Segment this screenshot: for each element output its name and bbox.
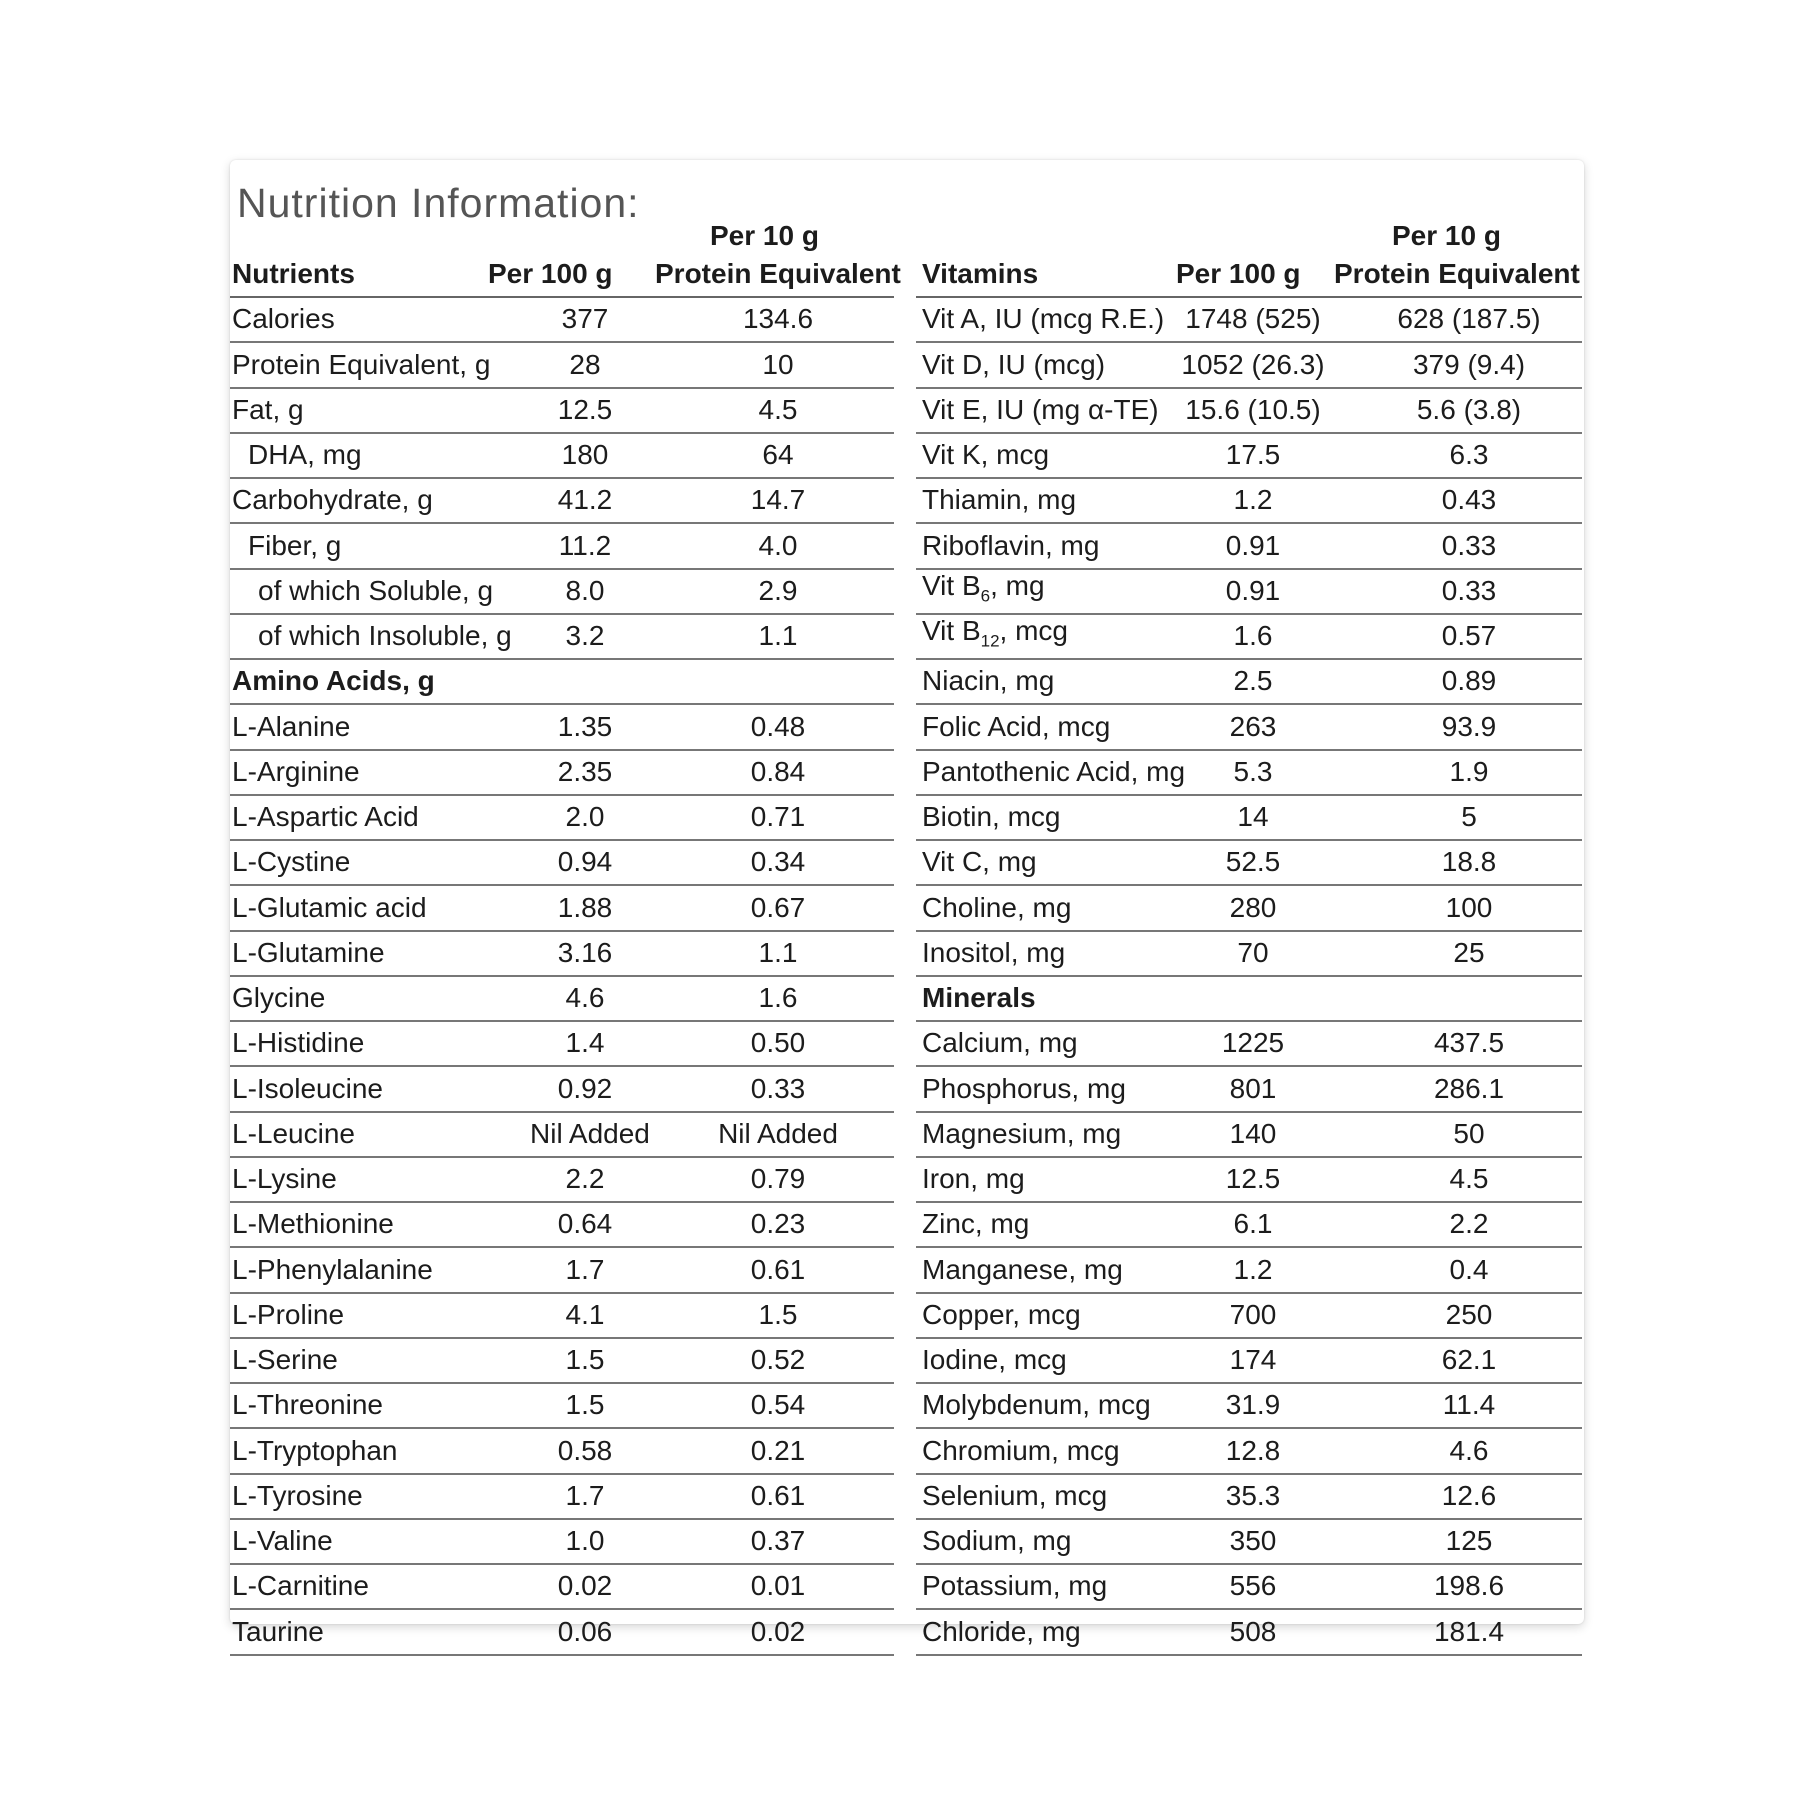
per-10g-value: 0.34 [750,846,806,878]
per-10g-value: 0.52 [750,1344,806,1375]
per-100g-value: 28 [569,348,601,380]
per-100g-value: 1.4 [565,1027,605,1059]
per-100g-value: 1748 (525) [1185,303,1321,335]
per-10g-value: Nil Added [718,1117,838,1149]
table-row [230,1565,894,1610]
per-10g-value: 0.89 [1441,665,1497,697]
per-100g-value: 3.16 [557,936,613,968]
per-100g-value: 1.35 [557,710,613,742]
table-row [916,1113,1582,1158]
row-label: L-Cystine [232,846,351,878]
table-row [230,1429,894,1474]
per-10g-value: 0.54 [750,1389,806,1421]
per-100g-value: 5.3 [1233,755,1273,787]
row-label: Fiber, g [248,529,342,561]
row-label: L-Leucine [232,1117,355,1149]
row-label: Iodine, mcg [922,1344,1067,1375]
per-10g-value: 5 [1461,801,1477,832]
per-100g-value: 1.6 [1233,620,1273,651]
per-100g-value: 41.2 [557,484,613,516]
table-row [916,660,1582,705]
table-row [916,389,1582,434]
per-100g-value: 140 [1229,1117,1277,1149]
per-10g-value: 4.5 [1449,1163,1489,1194]
per-100g-value: 52.5 [1225,846,1281,878]
per-10g-value: 437.5 [1433,1027,1505,1059]
per-10g-value: 0.01 [750,1570,806,1602]
per-10g-value: 64 [762,439,794,470]
header-per-100g: Per 100 g [488,258,613,289]
per-10g-value: 2.9 [758,574,798,606]
table-row [916,1384,1582,1429]
per-10g-value: 628 (187.5) [1397,303,1541,335]
row-label: Zinc, mg [922,1208,1030,1240]
nutrients-table-body [230,298,894,1656]
vitamins-table-header [916,216,1582,298]
per-10g-value: 1.1 [758,620,798,651]
per-10g-value: 11.4 [1442,1389,1496,1421]
table-row [230,1203,894,1248]
nutrients-table [230,216,901,1656]
per-10g-value: 1.9 [1449,755,1489,787]
row-label: L-Isoleucine [232,1072,383,1104]
per-10g-value: 4.6 [1449,1434,1489,1466]
row-label: L-Phenylalanine [232,1253,433,1285]
per-10g-value: 4.5 [758,393,798,425]
per-100g-value: 35.3 [1225,1479,1281,1511]
per-10g-value: 181.4 [1433,1615,1505,1647]
table-row [916,1067,1582,1112]
table-row [916,841,1582,886]
per-100g-value: 1.2 [1233,1253,1273,1285]
per-100g-value: 350 [1229,1525,1277,1556]
per-10g-value: 198.6 [1433,1570,1505,1602]
row-label: Vit E, IU (mg α-TE) [922,393,1159,425]
per-10g-value: 134.6 [742,303,814,335]
per-100g-value: 1052 (26.3) [1181,348,1325,380]
row-label: Glycine [232,982,326,1013]
header-protein-equivalent: Protein Equivalent [1334,258,1580,289]
per-10g-value: 1.6 [758,982,798,1013]
per-10g-value: 0.4 [1449,1253,1489,1285]
per-100g-value: 700 [1229,1298,1277,1330]
row-label: Taurine [232,1615,324,1647]
table-row [230,841,894,886]
table-row [230,1339,894,1384]
per-100g-value: 15.6 (10.5) [1185,393,1321,425]
per-10g-value: 10 [762,348,794,380]
per-10g-value: 100 [1445,891,1493,923]
row-label: Riboflavin, mg [922,529,1100,561]
per-10g-value: 0.43 [1441,484,1497,516]
row-label: Vit C, mg [922,846,1037,878]
per-10g-value: 4.0 [758,529,798,561]
row-label: Chloride, mg [922,1615,1081,1647]
per-100g-value: 11.2 [558,529,612,561]
per-10g-value: 0.61 [750,1253,806,1285]
vitamins-minerals-table [916,216,1582,1656]
table-row [916,1429,1582,1474]
table-row [916,1520,1582,1565]
table-row [230,1475,894,1520]
row-label: Vit A, IU (mcg R.E.) [922,303,1165,335]
per-100g-value: 180 [561,439,609,470]
per-100g-value: 1.88 [557,891,613,923]
table-row [230,298,894,343]
per-10g-value: 0.33 [1441,529,1497,561]
per-100g-value: 1225 [1221,1027,1285,1059]
per-100g-value: 4.6 [565,982,605,1013]
row-label: L-Valine [232,1525,333,1556]
per-10g-value: 0.37 [750,1525,806,1556]
row-label: L-Glutamic acid [232,891,427,923]
row-label: Biotin, mcg [922,801,1061,832]
row-label: Copper, mcg [922,1298,1081,1330]
table-row [230,1384,894,1429]
table-row [230,434,894,479]
table-row [916,1610,1582,1655]
per-10g-value: 14.7 [750,484,806,516]
per-100g-value: 0.06 [557,1615,613,1647]
per-100g-value: 14 [1237,801,1269,832]
per-10g-value: 62.1 [1441,1344,1497,1375]
per-100g-value: 17.5 [1225,439,1281,470]
per-10g-value: 0.71 [750,801,806,832]
per-100g-value: 70 [1237,936,1269,968]
row-label: L-Tryptophan [232,1434,398,1466]
per-10g-value: 0.50 [750,1027,806,1059]
per-100g-value: 2.2 [565,1163,605,1194]
table-row [916,1203,1582,1248]
table-row [916,886,1582,931]
table-row [230,1520,894,1565]
per-100g-value: 0.02 [557,1570,613,1602]
row-label: Vit $B_{12}$, mcg [922,615,1069,651]
row-label: L-Arginine [232,755,360,787]
header-per-10g: Per 10 g [1392,220,1501,251]
per-100g-value: 508 [1229,1615,1277,1647]
row-label: L-Carnitine [232,1570,369,1602]
table-row [916,570,1582,615]
table-row [230,705,894,750]
per-100g-value: 1.5 [565,1344,605,1375]
per-100g-value: 0.91 [1225,574,1281,606]
row-label: Carbohydrate, g [232,484,433,516]
row-label: Calcium, mg [922,1027,1078,1059]
per-10g-value: 0.21 [750,1434,806,1466]
table-row [230,1610,894,1655]
row-label: Minerals [922,982,1036,1013]
per-100g-value: 0.94 [557,846,613,878]
per-10g-value: 0.84 [750,755,806,787]
row-label: Protein Equivalent, g [232,348,491,380]
table-row [230,570,894,615]
table-row [230,796,894,841]
table-row [230,343,894,388]
per-100g-value: 31.9 [1225,1389,1281,1421]
header-per-10g: Per 10 g [710,220,819,251]
nutrients-table-header [230,216,901,298]
row-label: Molybdenum, mcg [922,1389,1151,1421]
per-10g-value: 0.33 [750,1072,806,1104]
per-100g-value: 12.5 [557,393,613,425]
row-label: Amino Acids, g [232,665,435,697]
table-row [916,1294,1582,1339]
per-100g-value: 6.1 [1233,1208,1273,1240]
table-row [916,479,1582,524]
per-100g-value: 0.92 [557,1072,613,1104]
row-label: Chromium, mcg [922,1434,1120,1466]
per-100g-value: 2.35 [557,755,613,787]
row-label: Selenium, mcg [922,1479,1108,1511]
row-label: Calories [232,303,335,335]
table-row [230,389,894,434]
row-label: Vit $B_6$, mg [922,570,1045,606]
row-label: Magnesium, mg [922,1117,1122,1149]
per-100g-value: 2.5 [1233,665,1273,697]
table-row [916,1339,1582,1384]
table-row [230,1248,894,1293]
table-row [230,1022,894,1067]
per-100g-value: 377 [561,303,609,335]
per-10g-value: 6.3 [1449,439,1489,470]
per-100g-value: 263 [1229,710,1277,742]
per-10g-value: 50 [1453,1117,1485,1149]
table-row [230,1113,894,1158]
row-label: L-Methionine [232,1208,394,1240]
per-100g-value: 4.1 [565,1298,605,1330]
row-label: of which Insoluble, g [258,620,512,651]
per-100g-value: 0.58 [557,1434,613,1466]
row-label: Sodium, mg [922,1525,1072,1556]
per-100g-value: 174 [1229,1344,1277,1375]
per-10g-value: 250 [1445,1298,1493,1330]
per-100g-value: 12.8 [1225,1434,1281,1466]
row-label: Potassium, mg [922,1570,1108,1602]
per-10g-value: 1.1 [758,936,798,968]
header-protein-equivalent: Protein Equivalent [655,258,901,289]
row-label: Niacin, mg [922,665,1055,697]
header-nutrients: Nutrients [232,258,355,289]
row-label: L-Aspartic Acid [232,801,419,832]
per-10g-value: 379 (9.4) [1412,348,1526,380]
table-row [916,434,1582,479]
row-label: Vit D, IU (mcg) [922,348,1106,380]
per-10g-value: 125 [1445,1525,1493,1556]
table-row [230,479,894,524]
table-row [916,705,1582,750]
row-label: Vit K, mcg [922,439,1050,470]
table-row [230,1067,894,1112]
row-label: Phosphorus, mg [922,1072,1126,1104]
table-row [230,1158,894,1203]
table-row [230,886,894,931]
per-10g-value: 5.6 (3.8) [1416,393,1522,425]
row-label: L-Lysine [232,1163,337,1194]
table-row [916,751,1582,796]
row-label: Choline, mg [922,891,1072,923]
per-10g-value: 0.57 [1441,620,1497,651]
header-per-100g: Per 100 g [1176,258,1301,289]
per-10g-value: 12.6 [1441,1479,1497,1511]
row-label: of which Soluble, g [258,574,494,606]
per-10g-value: 0.61 [750,1479,806,1511]
row-label: L-Alanine [232,710,351,742]
per-10g-value: 2.2 [1449,1208,1489,1240]
table-row [916,1565,1582,1610]
per-100g-value: 1.7 [565,1253,605,1285]
per-100g-value: 0.64 [557,1208,613,1240]
table-row [916,796,1582,841]
per-10g-value: 0.67 [750,891,806,923]
per-100g-value: 8.0 [565,574,605,606]
table-row [916,932,1582,977]
row-label: L-Glutamine [232,936,385,968]
per-100g-value: 12.5 [1225,1163,1281,1194]
per-100g-value: 1.7 [565,1479,605,1511]
table-row [916,977,1582,1022]
row-label: Inositol, mg [922,936,1066,968]
per-10g-value: 0.48 [750,710,806,742]
row-label: Fat, g [232,393,304,425]
table-row [230,1294,894,1339]
table-row [230,932,894,977]
row-label: Manganese, mg [922,1253,1123,1285]
per-100g-value: 0.91 [1225,529,1281,561]
table-row [916,524,1582,569]
row-label: Iron, mg [922,1163,1025,1194]
per-100g-value: 801 [1229,1072,1277,1104]
page-title: Nutrition Information: [237,180,640,226]
per-10g-value: 18.8 [1441,846,1497,878]
table-row [230,660,894,705]
table-row [916,1022,1582,1067]
per-100g-value: 556 [1229,1570,1277,1602]
per-100g-value: Nil Added [530,1117,650,1149]
per-10g-value: 0.02 [750,1615,806,1647]
table-row [916,343,1582,388]
table-row [916,1248,1582,1293]
vitamins-table-body [916,298,1582,1656]
row-label: L-Serine [232,1344,338,1375]
row-label: DHA, mg [248,439,362,470]
row-label: L-Histidine [232,1027,365,1059]
row-label: Thiamin, mg [922,484,1077,516]
table-row [916,1475,1582,1520]
per-10g-value: 0.33 [1441,574,1497,606]
table-row [230,751,894,796]
row-label: L-Tyrosine [232,1479,363,1511]
per-10g-value: 0.23 [750,1208,806,1240]
per-10g-value: 0.79 [750,1163,806,1194]
table-row [916,1158,1582,1203]
table-row [230,977,894,1022]
per-100g-value: 2.0 [565,801,605,832]
row-label: Folic Acid, mcg [922,710,1111,742]
per-100g-value: 1.0 [565,1525,605,1556]
per-10g-value: 25 [1453,936,1485,968]
per-100g-value: 1.5 [565,1389,605,1421]
per-10g-value: 1.5 [758,1298,798,1330]
row-label: Pantothenic Acid, mg [922,755,1186,787]
row-label: L-Threonine [232,1389,383,1421]
per-100g-value: 3.2 [565,620,605,651]
per-10g-value: 93.9 [1441,710,1497,742]
table-row [230,615,894,660]
table-row [230,524,894,569]
row-label: L-Proline [232,1298,345,1330]
table-row [916,298,1582,343]
nutrition-label-card [230,160,1584,1647]
table-row [916,615,1582,660]
header-vitamins: Vitamins [922,258,1039,289]
per-100g-value: 1.2 [1233,484,1273,516]
per-100g-value: 280 [1229,891,1277,923]
per-10g-value: 286.1 [1433,1072,1505,1104]
